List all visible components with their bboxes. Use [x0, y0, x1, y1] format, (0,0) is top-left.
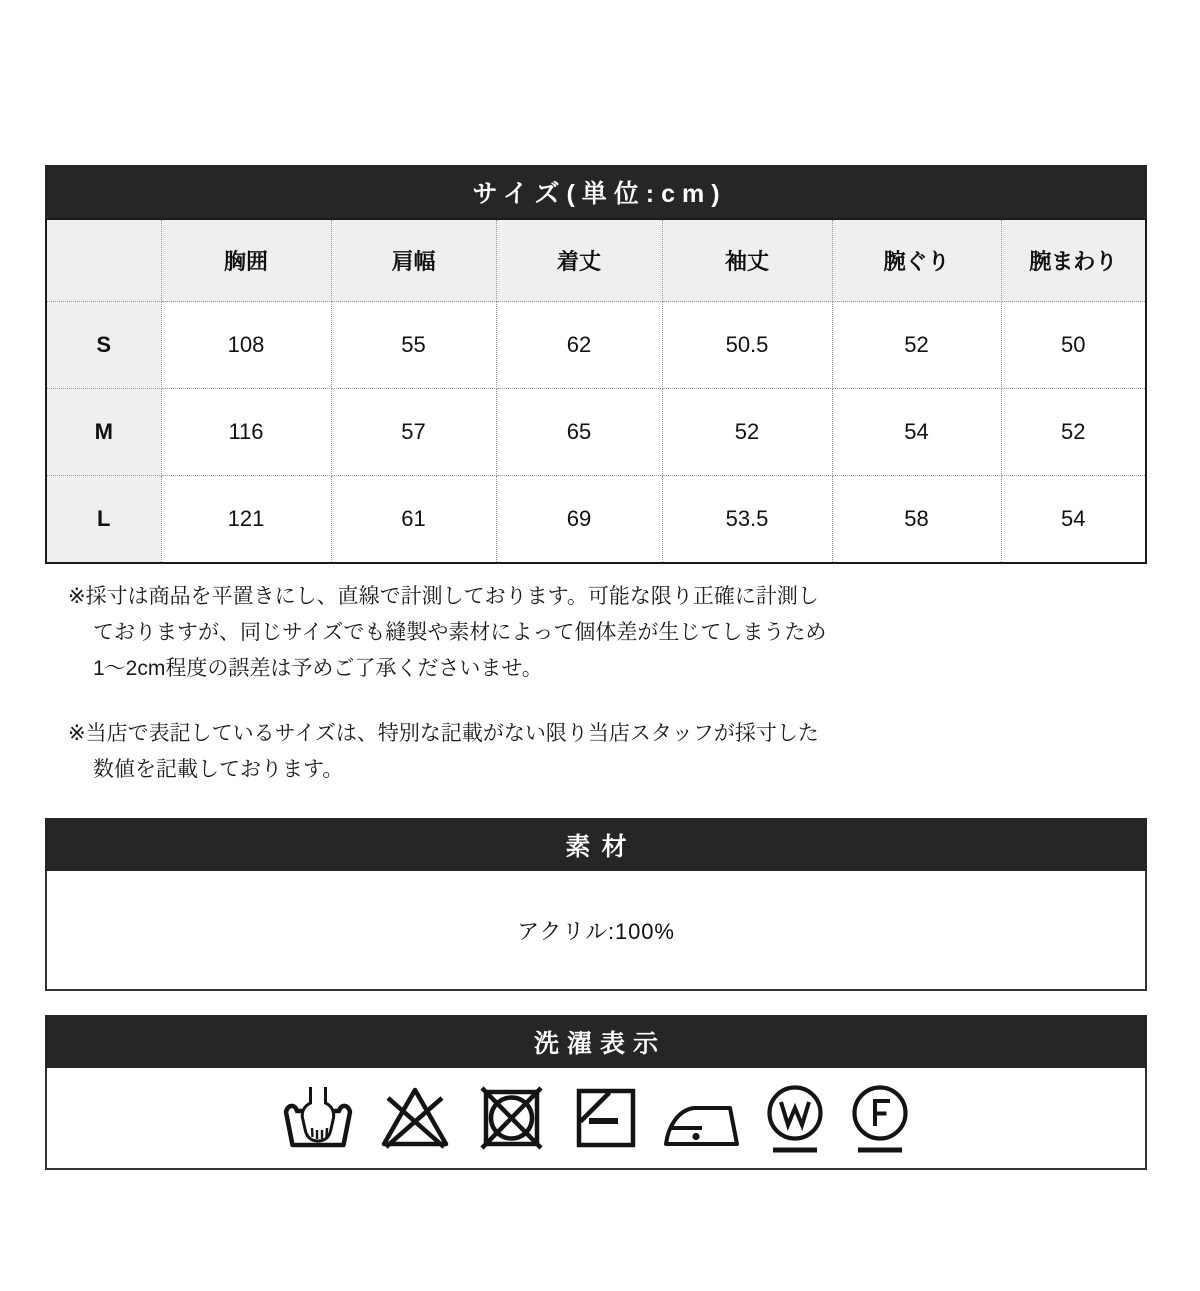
- size-cell: 54: [832, 389, 1001, 476]
- size-table-row-s: [46, 302, 1146, 389]
- size-row-label: S: [46, 302, 161, 389]
- size-cell: 108: [161, 302, 331, 389]
- size-table-col-header: 腕まわり: [1001, 219, 1146, 302]
- note-line: ※採寸は商品を平置きにし、直線で計測しております。可能な限り正確に計測し: [68, 585, 819, 608]
- size-cell: 116: [161, 389, 331, 476]
- size-table-col-header: 袖丈: [662, 219, 832, 302]
- material-title: 素材: [565, 832, 638, 861]
- laundry-title-bar: [45, 1015, 1147, 1068]
- material-value: アクリル:100%: [517, 918, 675, 944]
- laundry-title: 洗濯表示: [533, 1029, 666, 1058]
- note-measurement-accuracy: [45, 579, 1147, 687]
- material-body: [45, 871, 1147, 991]
- size-cell: 57: [331, 389, 496, 476]
- do-not-tumble-dry-icon: [475, 1083, 547, 1153]
- note-staff-measured: [45, 716, 1147, 788]
- size-cell: 52: [662, 389, 832, 476]
- size-cell: 58: [832, 476, 1001, 564]
- flat-dry-in-shade-icon: [570, 1083, 640, 1153]
- size-cell: 62: [496, 302, 662, 389]
- hand-wash-icon: [281, 1083, 355, 1153]
- iron-low-heat-icon: [663, 1087, 741, 1149]
- size-table-row-l: [46, 476, 1146, 564]
- size-table-corner-cell: [46, 219, 161, 302]
- size-table-col-header: 着丈: [496, 219, 662, 302]
- professional-wet-clean-gentle-icon: [764, 1082, 826, 1154]
- size-row-label: L: [46, 476, 161, 564]
- size-table-col-header: 腕ぐり: [832, 219, 1001, 302]
- laundry-icons-row: [45, 1068, 1147, 1170]
- size-cell: 52: [1001, 389, 1146, 476]
- size-table-col-header: 胸囲: [161, 219, 331, 302]
- note-line: 1〜2cm程度の誤差は予めご了承くださいませ。: [93, 657, 543, 680]
- professional-dry-clean-f-gentle-icon: [849, 1082, 911, 1154]
- size-cell: 65: [496, 389, 662, 476]
- material-title-bar: [45, 818, 1147, 871]
- size-cell: 55: [331, 302, 496, 389]
- note-line: ※当店で表記しているサイズは、特別な記載がない限り当店スタッフが採寸した: [68, 722, 819, 745]
- laundry-section: [45, 1015, 1147, 1170]
- size-section-title-bar: [45, 165, 1147, 218]
- size-table-row-m: [46, 389, 1146, 476]
- size-table-col-header: 肩幅: [331, 219, 496, 302]
- size-cell: 61: [331, 476, 496, 564]
- size-table: [45, 218, 1147, 564]
- measurement-notes: [45, 579, 1147, 817]
- note-line: ておりますが、同じサイズでも縫製や素材によって個体差が生じてしまうため: [93, 621, 827, 644]
- size-cell: 69: [496, 476, 662, 564]
- size-cell: 50: [1001, 302, 1146, 389]
- size-cell: 54: [1001, 476, 1146, 564]
- size-cell: 121: [161, 476, 331, 564]
- size-cell: 52: [832, 302, 1001, 389]
- size-cell: 50.5: [662, 302, 832, 389]
- size-table-header-row: [46, 219, 1146, 302]
- size-cell: 53.5: [662, 476, 832, 564]
- size-section-title: サイズ(単位:cm): [472, 179, 727, 208]
- note-line: 数値を記載しております。: [93, 758, 344, 781]
- material-section: [45, 818, 1147, 991]
- do-not-bleach-icon: [378, 1083, 452, 1153]
- size-row-label: M: [46, 389, 161, 476]
- size-section: [45, 165, 1147, 564]
